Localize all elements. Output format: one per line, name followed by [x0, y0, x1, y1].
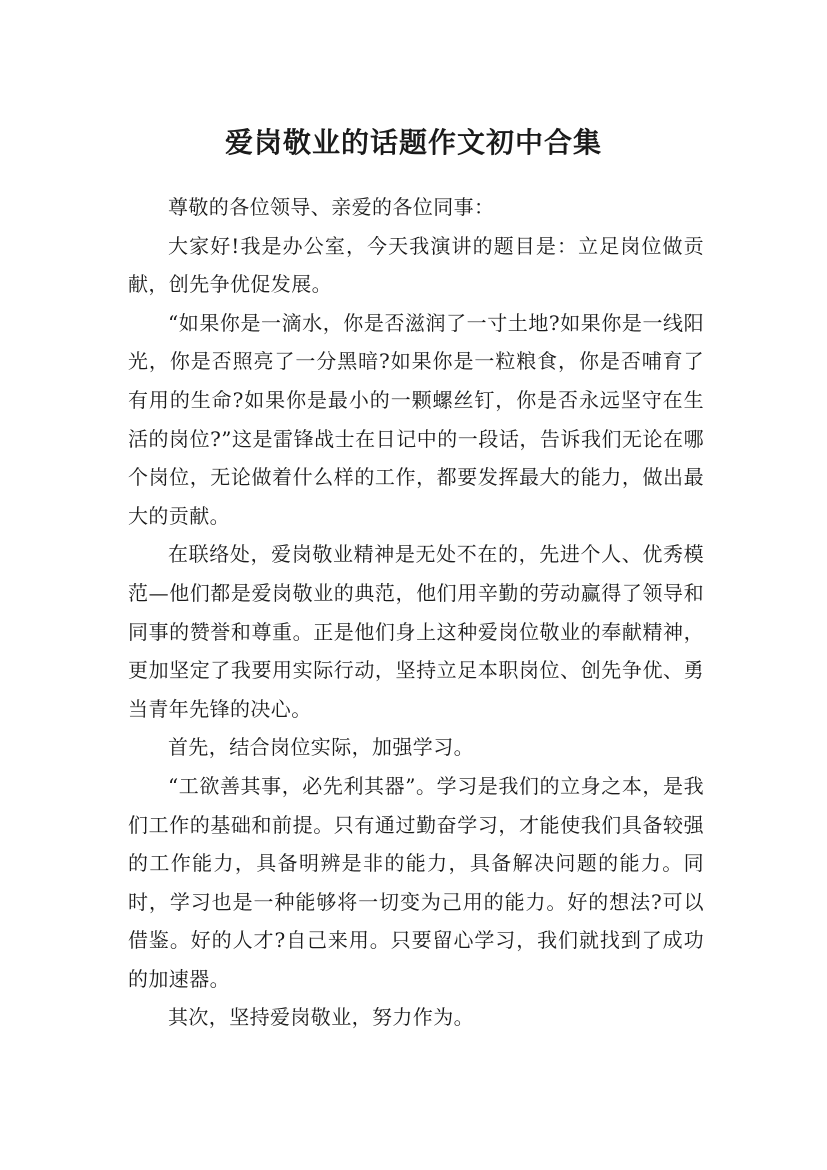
- paragraph-first-point: 首先，结合岗位实际，加强学习。: [168, 735, 474, 760]
- document-body: [128, 188, 704, 1037]
- paragraph-learning: “工欲善其事，必先利其器”。学习是我们的立身之本，是我们工作的基础和前提。只有通过勤奋学习，才能使我们具备较强的工作能力，具备明辨是非的能力，具备解决问题的能力。同时，学习也是一种能够将一切变为己用的能力。好的想法?可以借鉴。好的人才?自己来用。只要留心学习，我们就找到了成功的加速器。: [128, 773, 704, 991]
- paragraph-greeting: 大家好!我是办公室，今天我演讲的题目是：立足岗位做贡献，创先争优促发展。: [128, 233, 704, 297]
- paragraph-liaison-office: 在联络处，爱岗敬业精神是无处不在的，先进个人、优秀模范—他们都是爱岗敬业的典范，他们用辛勤的劳动赢得了领导和同事的赞誉和尊重。正是他们身上这种爱岗位敬业的奉献精神，更加坚定了我要用实际行动，坚持立足本职岗位、创先争优、勇当青年先锋的决心。: [128, 542, 704, 721]
- document-title: 爱岗敬业的话题作文初中合集: [224, 125, 602, 159]
- paragraph-second-point: 其次，坚持爱岗敬业，努力作为。: [168, 1005, 474, 1030]
- paragraph-leifeng-quote: “如果你是一滴水，你是否滋润了一寸土地?如果你是一线阳光，你是否照亮了一分黑暗?如果你是一粒粮食，你是否哺育了有用的生命?如果你是最小的一颗螺丝钉，你是否永远坚守在生活的岗位?”这是雷锋战士在日记中的一段话，告诉我们无论在哪个岗位，无论做着什么样的工作，都要发挥最大的能力，做出最大的贡献。: [128, 310, 704, 528]
- paragraph-salutation: 尊敬的各位领导、亲爱的各位同事：: [168, 195, 495, 219]
